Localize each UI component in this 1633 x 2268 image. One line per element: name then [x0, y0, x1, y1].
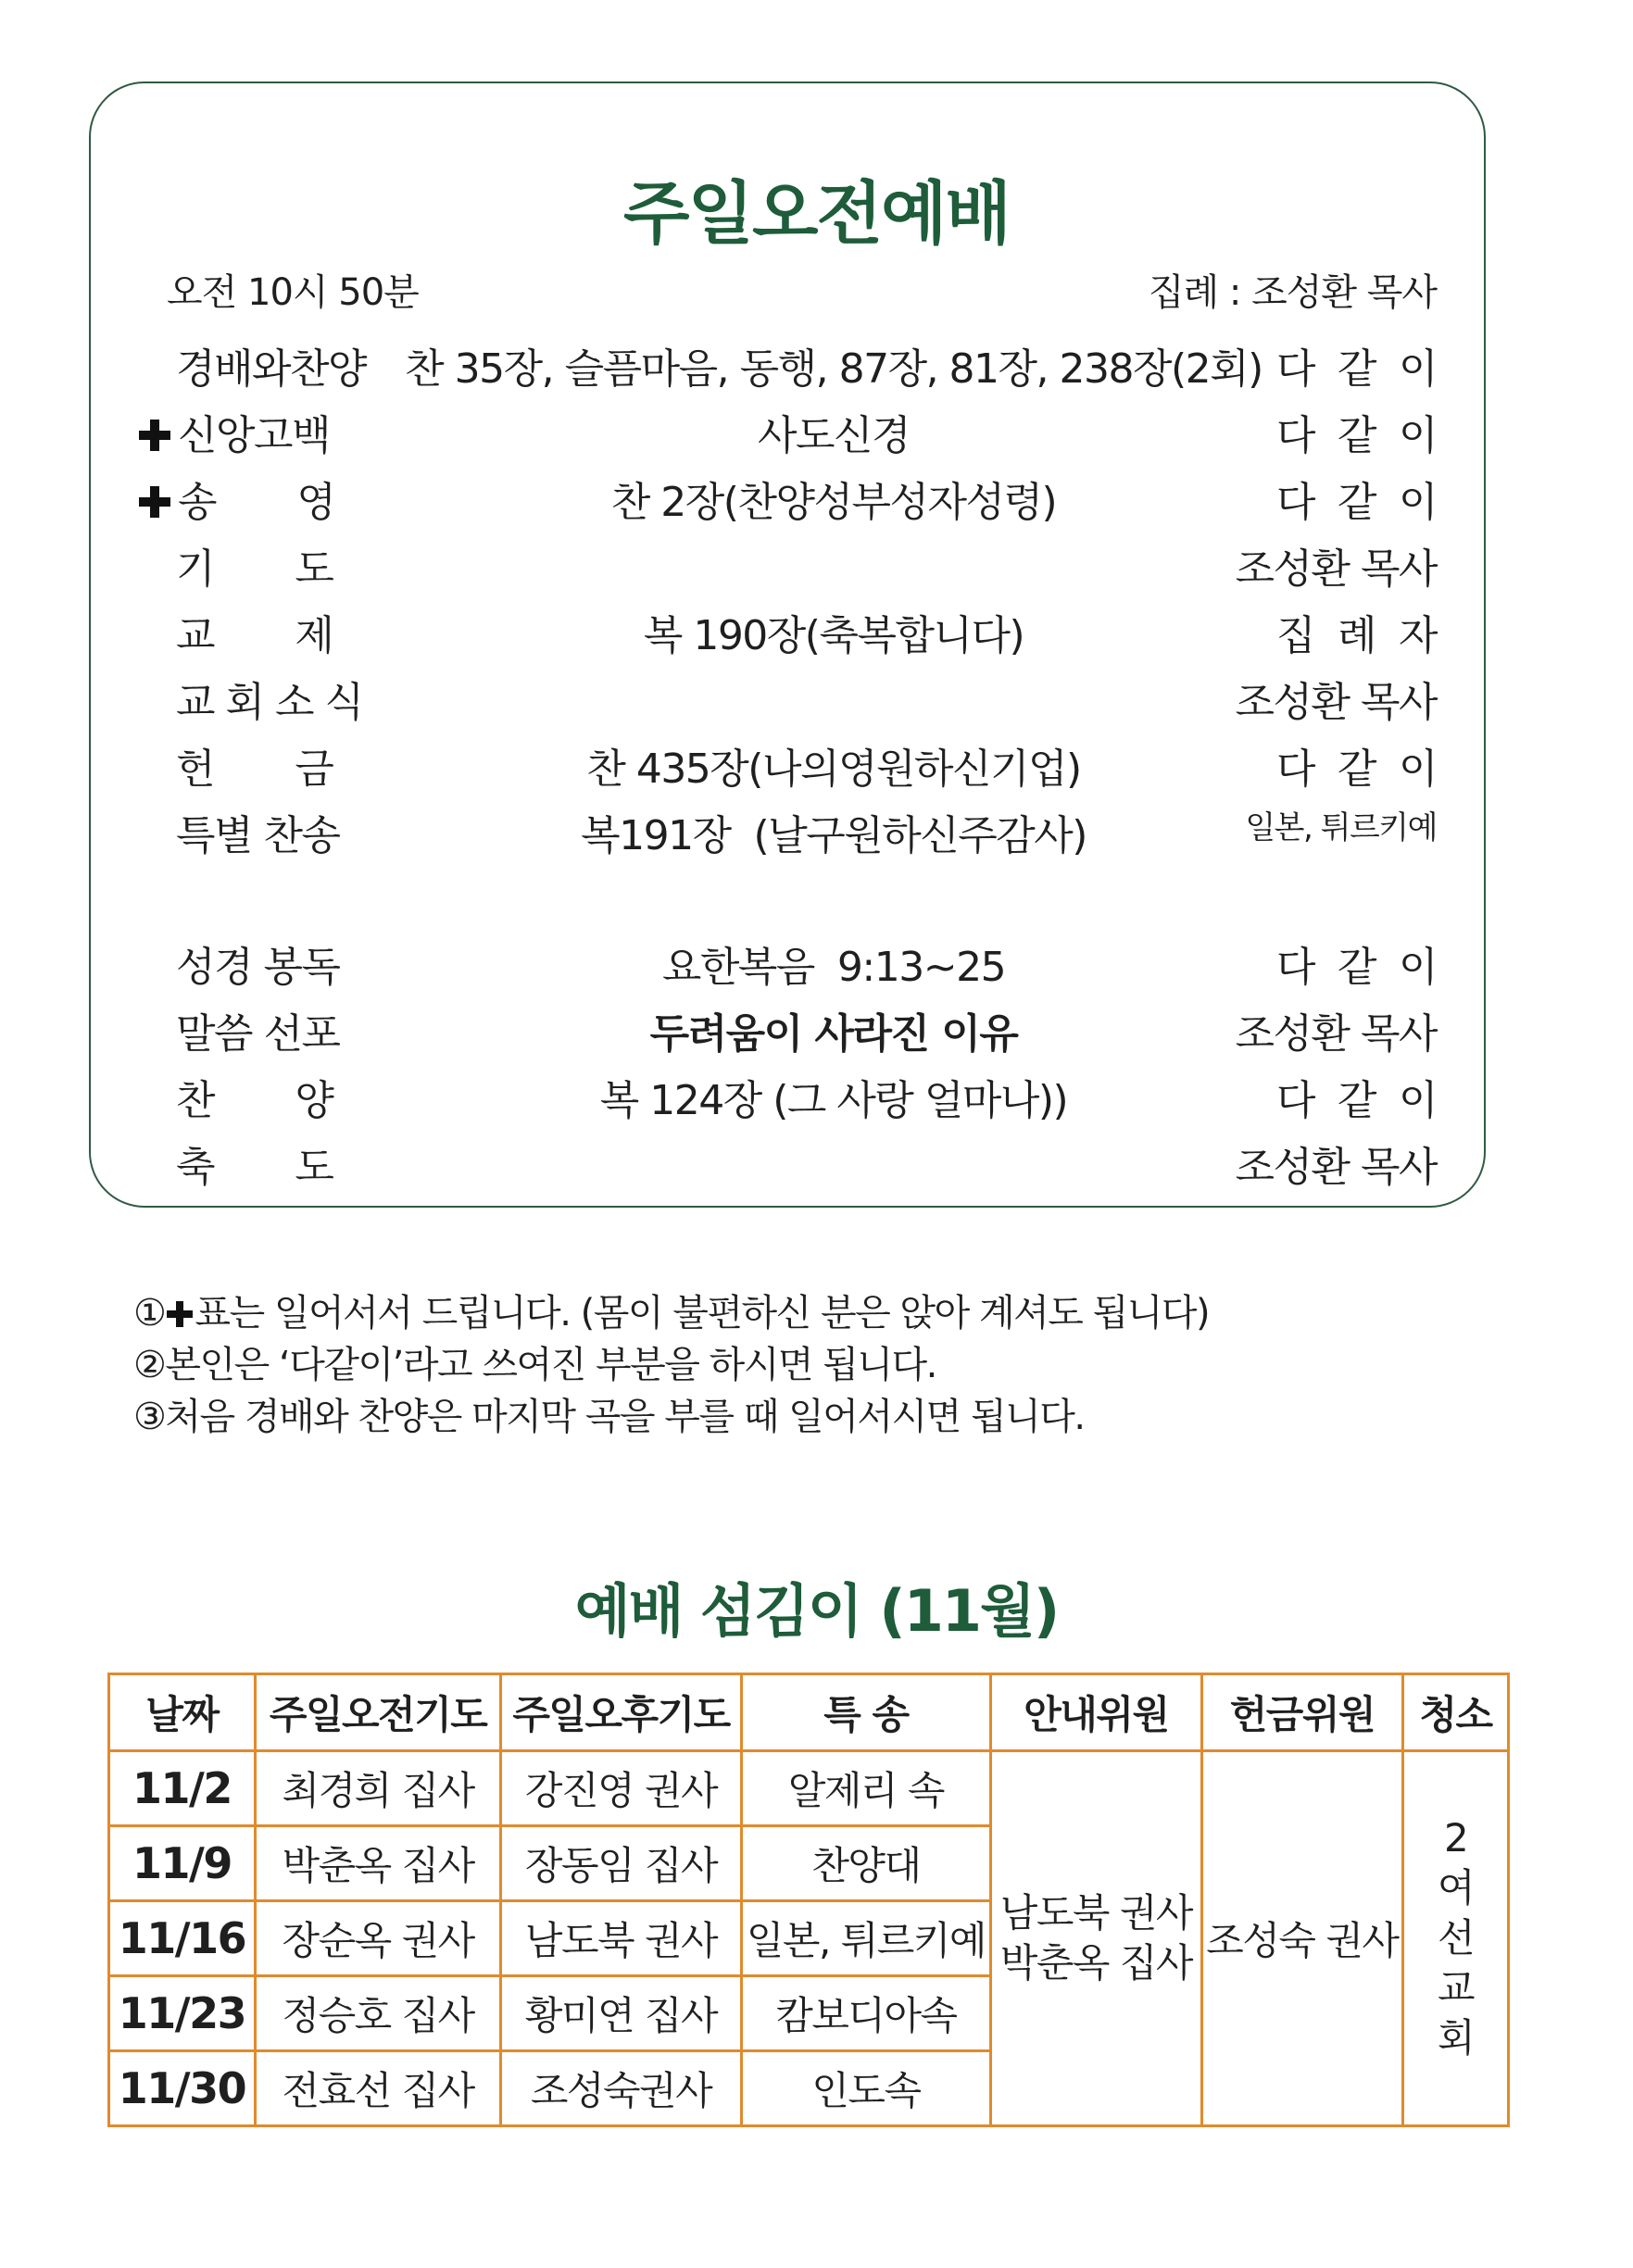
row-am-prayer: 전효선 집사	[255, 2051, 500, 2126]
order-row	[0, 669, 1633, 724]
order-label	[176, 1000, 361, 1059]
order-content: 찬 435장(나의영원하신기업)	[586, 746, 1081, 793]
order-content: 요한복음 9:13~25	[661, 944, 1006, 991]
order-leader: 다 같 이	[1276, 479, 1437, 526]
order-label	[176, 669, 361, 728]
service-officiant: 집례 : 조성환 목사	[1148, 271, 1437, 314]
order-leader: 다 같 이	[1276, 1077, 1437, 1124]
row-special-hymn: 일본, 튀르키예	[741, 1901, 990, 1976]
row-date: 11/9	[109, 1826, 256, 1901]
order-label	[176, 934, 361, 993]
row-date: 11/16	[109, 1901, 256, 1976]
cross-icon	[139, 486, 170, 518]
order-row	[0, 602, 1633, 658]
offering-cell: 조성숙 권사	[1201, 1751, 1403, 2126]
order-label-text: 경배와찬양	[176, 345, 367, 393]
cleaning-cell	[1403, 1751, 1509, 2126]
row-pm-prayer: 조성숙권사	[501, 2051, 741, 2126]
order-label-text: 기 도	[176, 545, 333, 593]
cleaning-char: 선	[1438, 1915, 1475, 1961]
order-label	[176, 335, 367, 395]
order-row	[0, 1000, 1633, 1056]
order-leader: 다 같 이	[1276, 746, 1437, 793]
order-label-text: 교 회 소 식	[176, 679, 363, 726]
order-label-text: 교 제	[176, 612, 333, 659]
order-label-text: 축 도	[176, 1144, 333, 1191]
cross-icon	[139, 420, 170, 451]
row-special-hymn: 찬양대	[741, 1826, 990, 1901]
header-am-prayer: 주일오전기도	[255, 1674, 500, 1751]
row-pm-prayer: 황미연 집사	[501, 1976, 741, 2051]
order-row	[0, 735, 1633, 791]
order-label-text: 신앙고백	[178, 412, 331, 459]
usher-2: 박춘옥 집사	[999, 1940, 1192, 1986]
header-cleaning: 청소	[1403, 1674, 1509, 1751]
cleaning-char: 2	[1443, 1815, 1468, 1861]
order-row	[0, 1134, 1633, 1189]
header-special-hymn: 특 송	[741, 1674, 990, 1751]
row-am-prayer: 박춘옥 집사	[255, 1826, 500, 1901]
order-row	[0, 934, 1633, 989]
cleaning-char: 회	[1438, 2015, 1475, 2061]
order-label	[176, 735, 361, 795]
roster-header-row	[109, 1674, 1509, 1751]
order-leader: 일본, 튀르키예	[1245, 809, 1437, 846]
order-label-text: 송 영	[178, 479, 335, 526]
notes	[133, 1287, 1209, 1443]
row-am-prayer: 정승호 집사	[255, 1976, 500, 2051]
header-pm-prayer: 주일오후기도	[501, 1674, 741, 1751]
order-leader: 조성환 목사	[1235, 1010, 1437, 1058]
order-label	[139, 402, 331, 461]
order-leader: 다 같 이	[1276, 944, 1437, 991]
row-date: 11/2	[109, 1751, 256, 1826]
header-usher: 안내위원	[991, 1674, 1201, 1751]
row-date: 11/23	[109, 1976, 256, 2051]
note-2: ②본인은 ‘다같이’라고 쓰여진 부분을 하시면 됩니다.	[133, 1344, 936, 1386]
row-special-hymn: 캄보디아속	[741, 1976, 990, 2051]
order-leader: 조성환 목사	[1235, 679, 1437, 726]
row-date: 11/30	[109, 2051, 256, 2126]
order-label	[176, 535, 361, 595]
order-label	[176, 602, 361, 661]
order-row	[0, 1067, 1633, 1122]
order-row	[0, 535, 1633, 591]
order-content: 두려움이 사라진 이유	[649, 1010, 1018, 1058]
usher-cell	[991, 1751, 1201, 2126]
row-am-prayer: 장순옥 권사	[255, 1901, 500, 1976]
order-label-text: 말씀 선포	[176, 1010, 340, 1058]
header-date: 날짜	[109, 1674, 256, 1751]
row-special-hymn: 인도속	[741, 2051, 990, 2126]
order-content: 찬 35장, 슬픔마음, 동행, 87장, 81장, 238장(2회)	[405, 345, 1262, 393]
order-leader: 다 같 이	[1276, 345, 1437, 393]
order-row	[0, 802, 1633, 858]
order-row	[0, 402, 1633, 457]
note-1-text: 표는 일어서서 드립니다. (몸이 불편하신 분은 앉아 계셔도 됩니다)	[195, 1292, 1210, 1334]
order-content: 사도신경	[757, 412, 910, 459]
order-label	[176, 1067, 361, 1126]
note-1-number: ①	[133, 1292, 166, 1334]
order-content: 복 190장(축복합니다)	[643, 612, 1024, 659]
order-label-text: 헌 금	[176, 746, 333, 793]
order-leader: 다 같 이	[1276, 412, 1437, 459]
cleaning-char: 여	[1438, 1865, 1475, 1911]
row-pm-prayer: 장동임 집사	[501, 1826, 741, 1901]
service-time: 오전 10시 50분	[167, 271, 419, 314]
cross-icon	[167, 1301, 193, 1327]
table-row	[109, 1751, 1509, 1826]
order-content: 복191장 (날구원하신주감사)	[581, 812, 1087, 859]
order-label-text: 특별 찬송	[176, 812, 340, 859]
order-label	[139, 469, 335, 528]
order-label	[176, 802, 361, 861]
service-title: 주일오전예배	[623, 174, 1010, 254]
roster-table	[107, 1673, 1510, 2127]
usher-1: 남도북 권사	[999, 1890, 1192, 1936]
header-offering: 헌금위원	[1201, 1674, 1403, 1751]
row-am-prayer: 최경희 집사	[255, 1751, 500, 1826]
order-label-text: 성경 봉독	[176, 944, 340, 991]
order-row	[0, 335, 1633, 391]
note-1	[133, 1287, 1209, 1339]
order-label-text: 찬 양	[176, 1077, 333, 1124]
cleaning-char: 교	[1438, 1965, 1475, 2011]
order-leader: 조성환 목사	[1235, 1144, 1437, 1191]
order-leader: 조성환 목사	[1235, 545, 1437, 593]
order-row	[0, 469, 1633, 524]
roster-title: 예배 섬김이 (11월)	[574, 1577, 1059, 1645]
order-content: 복 124장 (그 사랑 얼마나))	[599, 1077, 1068, 1124]
row-special-hymn: 알제리 속	[741, 1751, 990, 1826]
order-content: 찬 2장(찬양성부성자성령)	[610, 479, 1057, 526]
note-3: ③처음 경배와 찬양은 마지막 곡을 부를 때 일어서시면 됩니다.	[133, 1396, 1085, 1438]
row-pm-prayer: 강진영 권사	[501, 1751, 741, 1826]
order-label	[176, 1134, 361, 1193]
row-pm-prayer: 남도북 권사	[501, 1901, 741, 1976]
order-leader: 집 례 자	[1276, 612, 1437, 659]
